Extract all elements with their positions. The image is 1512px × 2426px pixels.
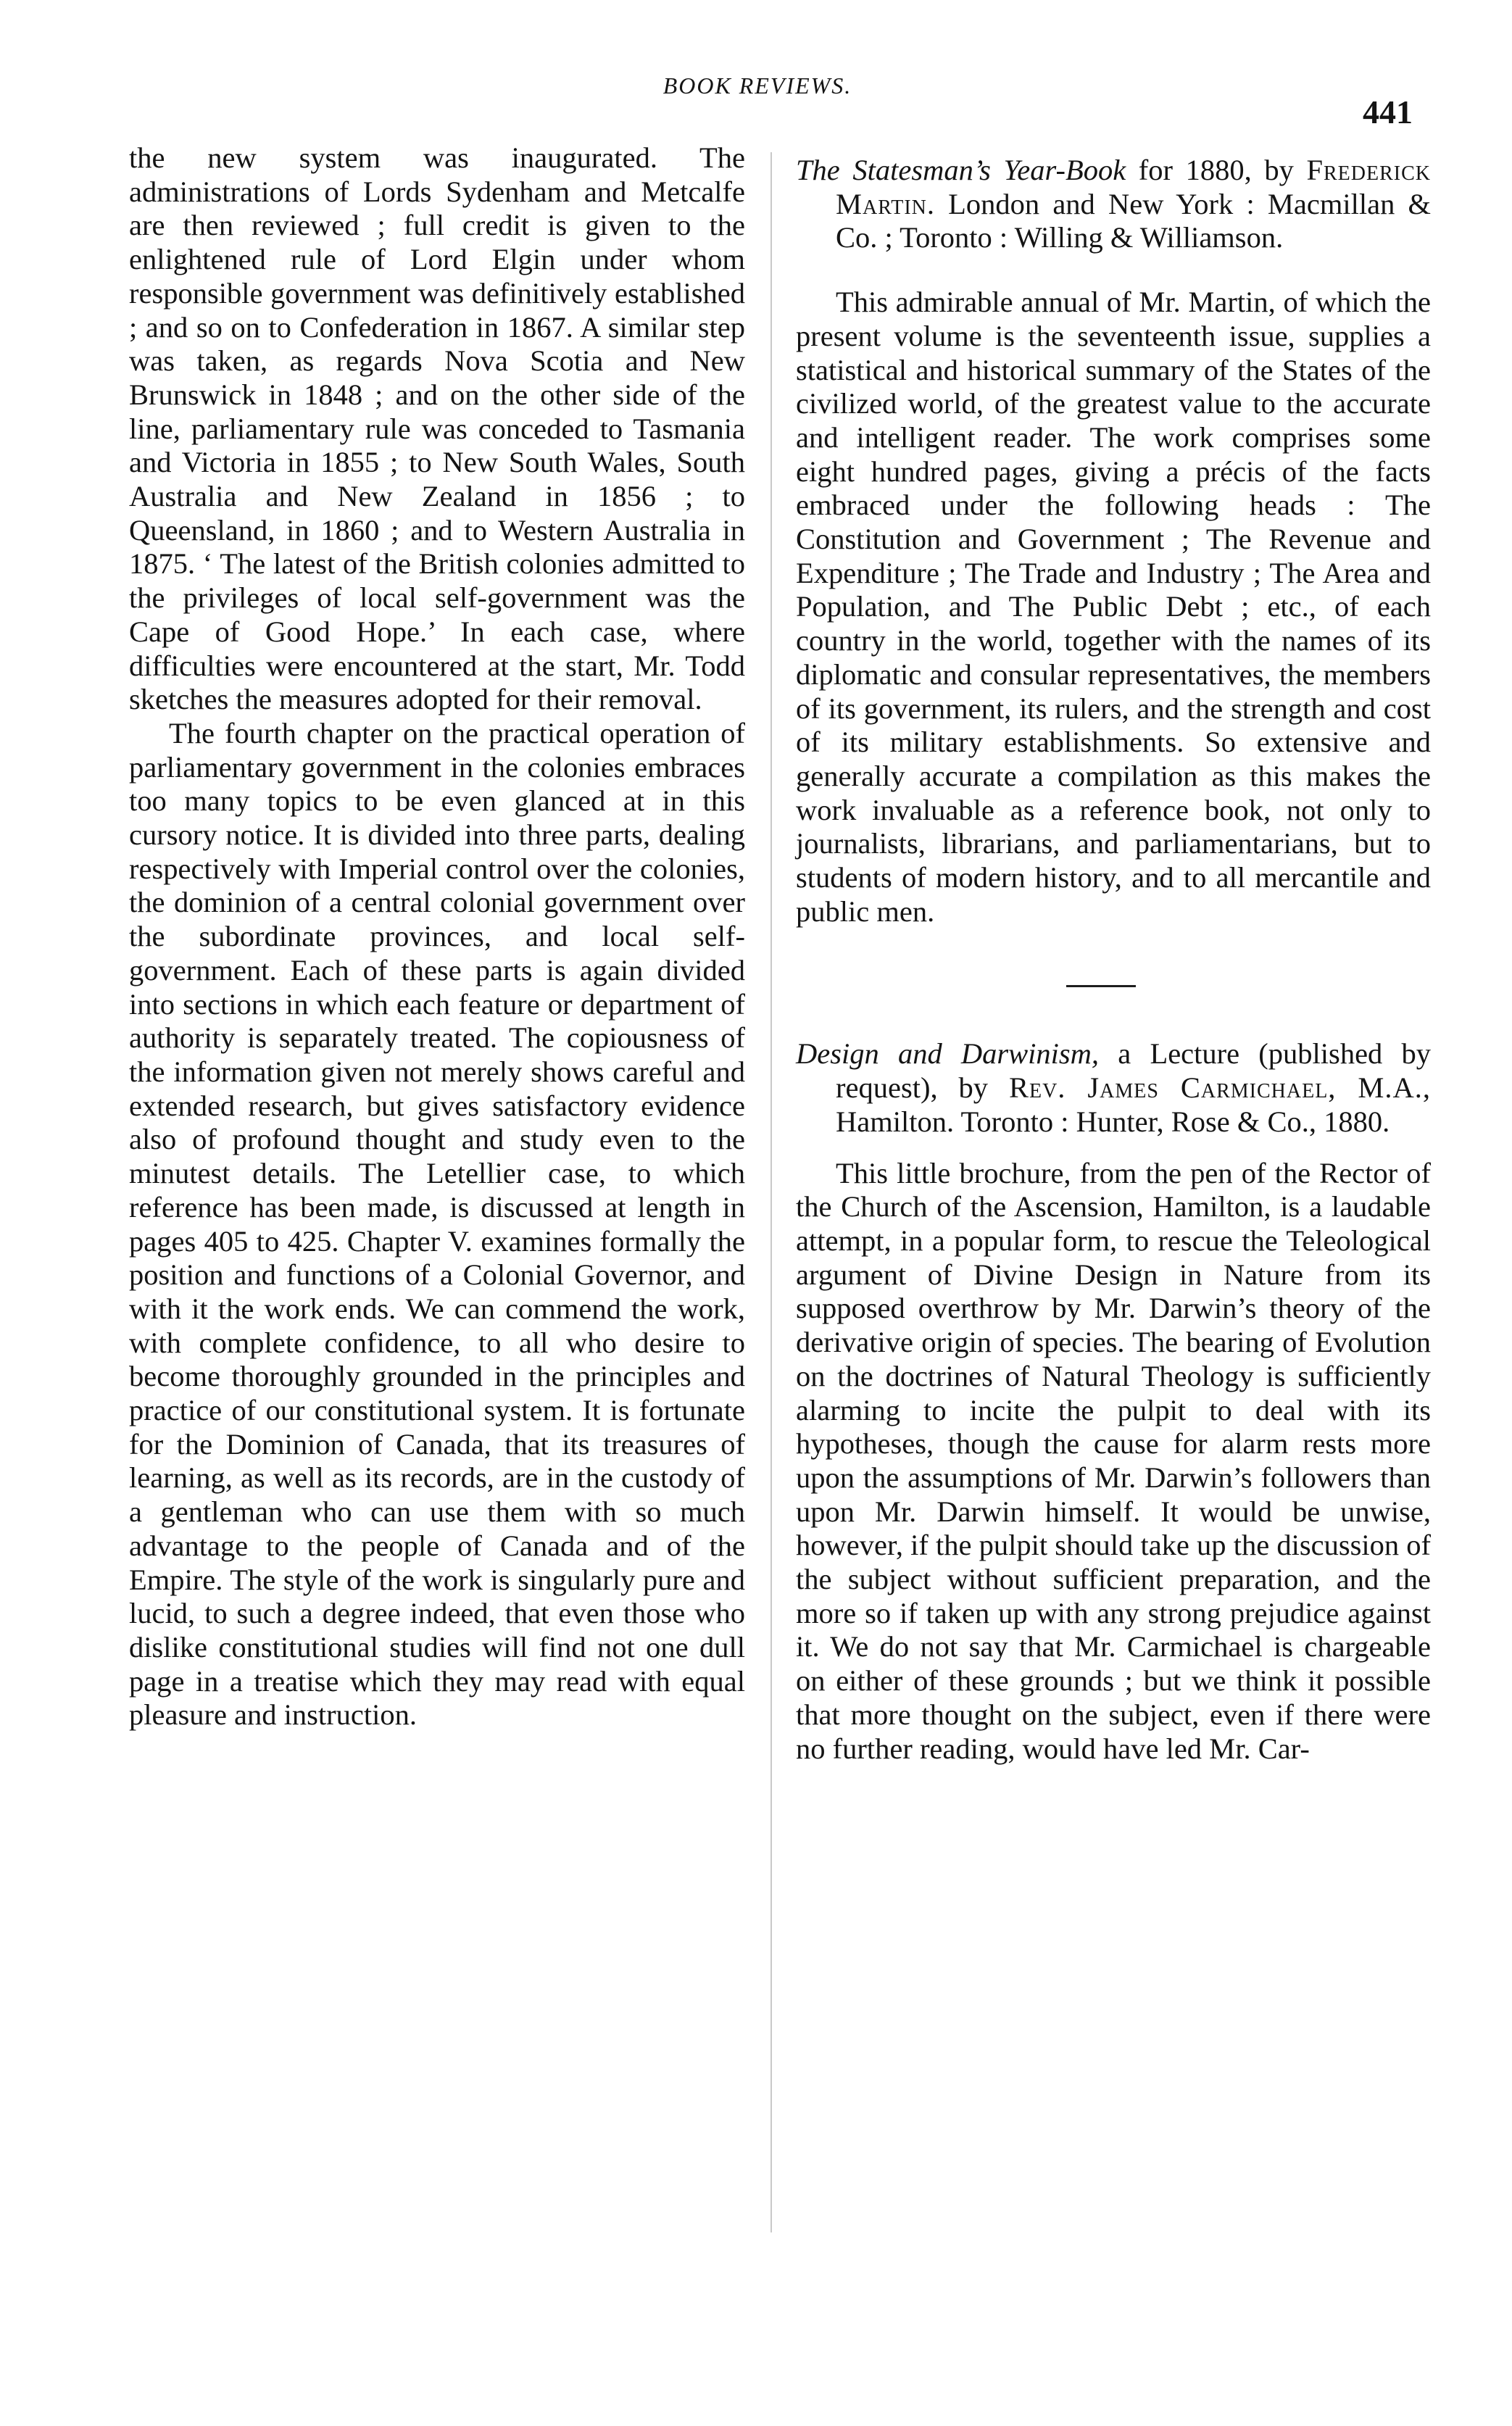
review-title: Design and Darwinism,	[796, 1037, 1100, 1071]
page-number: 441	[1363, 94, 1413, 130]
review-heading-statesmans-year-book	[796, 154, 1431, 255]
review-meta: for 1880, by	[1126, 154, 1307, 186]
review-body-statesmans-year-book: This admirable annual of Mr. Martin, of which the present volume is the seventeenth issue, supplies a statistical and historical summary of the States of the civilized world, of the greatest value to the accurate and intelligent reader. The work comprises some eight hundred pages, giving a précis of the facts embraced under the following heads : The Constitution and Government ; The Revenue and Expenditure ; The Trade and Industry ; The Area and Population, and The Public Debt ; etc., of each country in the world, together with the names of its diplomatic and consular representatives, the members of its government, its rulers, and the strength and cost of its military establishments. So extensive and generally accurate a compilation as this makes the work invaluable as a reference book, not only to journalists, librarians, and parliamentarians, but to students of modern history, and to all mercantile and public men.	[796, 286, 1431, 928]
paragraph-fourth-chapter: The fourth chapter on the practical operation of parliamentary government in the colonies embraces too many topics to be even glanced at in this cursory notice. It is divided into three parts, dealing respectively with Imperial control over the colonies, the dominion of a central colonial government over the subordinate provinces, and local self-government. Each of these parts is again divided into sections in which each feature or department of authority is separately treated. The copiousness of the information given not merely shows careful and extended research, but gives satisfactory evidence also of profound thought and study even to the minutest details. The Letellier case, to which reference has been made, is discussed at length in pages 405 to 425. Chapter V. examines formally the position and functions of a Colonial Governor, and with it the work ends. We can commend the work, with complete confidence, to all who desire to become thoroughly grounded in the principles and practice of our constitutional system. It is fortunate for the Dominion of Canada, that its treasures of learning, as well as its records, are in the custody of a gentleman who can use them with so much advantage to the people of Canada and of the Empire. The style of the work is singularly pure and lucid, to such a degree indeed, that even those who dislike constitutional studies will find not one dull page in a treatise which they may read with equal pleasure and instruction.	[129, 716, 745, 1732]
spacer	[796, 1139, 1431, 1157]
right-column	[796, 154, 1431, 1766]
review-publisher: London and New York : Macmillan & Co. ; Toronto : Willing & Williamson.	[836, 187, 1431, 254]
section-separator-rule	[1066, 985, 1136, 987]
review-heading-design-and-darwinism	[796, 1037, 1431, 1139]
section-break	[796, 929, 1431, 1037]
left-column	[129, 141, 745, 1732]
running-title: BOOK REVIEWS.	[662, 72, 852, 99]
column-divider	[770, 152, 772, 2232]
review-author: Frederick Martin.	[836, 154, 1431, 220]
review-meta: a Lecture (published by request), by	[836, 1037, 1431, 1105]
paragraph-continued: the new system was inaugurated. The administrations of Lords Sydenham and Metcalfe are then reviewed ; full credit is given to the enlightened rule of Lord Elgin under whom responsible government was definitively established ; and so on to Confederation in 1867. A similar step was taken, as regards Nova Scotia and New Brunswick in 1848 ; and on the other side of the line, parliamentary rule was conceded to Tasmania and Victoria in 1855 ; to New South Wales, South Australia and New Zealand in 1856 ; to Queensland, in 1860 ; and to Western Australia in 1875. ‘ The latest of the British colonies admitted to the privileges of local self-government was the Cape of Good Hope.’ In each case, where difficulties were encountered at the start, Mr. Todd sketches the measures adopted for their removal.	[129, 141, 745, 716]
review-publisher: Hamilton. Toronto : Hunter, Rose & Co., 1880.	[836, 1105, 1390, 1138]
review-body-design-and-darwinism: This little brochure, from the pen of the Rector of the Church of the Ascension, Hamilton, is a laudable attempt, in a popular form, to rescue the Teleological argument of Divine Design in Nature from its supposed overthrow by Mr. Darwin’s theory of the derivative origin of species. The bearing of Evolution on the doctrines of Natural Theology is sufficiently alarming to incite the pulpit to deal with its hypotheses, though the cause for alarm rests more upon the assumptions of Mr. Darwin’s followers than upon Mr. Darwin himself. It would be unwise, however, if the pulpit should take up the discussion of the subject without sufficient preparation, and the more so if taken up with any strong prejudice against it. We do not say that Mr. Carmichael is chargeable on either of these grounds ; but we think it possible that more thought on the subject, even if there were no further reading, would have led Mr. Car-	[796, 1156, 1431, 1765]
review-author: Rev. James Carmichael, M.A.,	[1008, 1071, 1431, 1105]
review-title: The Statesman’s Year-Book	[796, 154, 1126, 186]
spacer	[796, 255, 1431, 286]
